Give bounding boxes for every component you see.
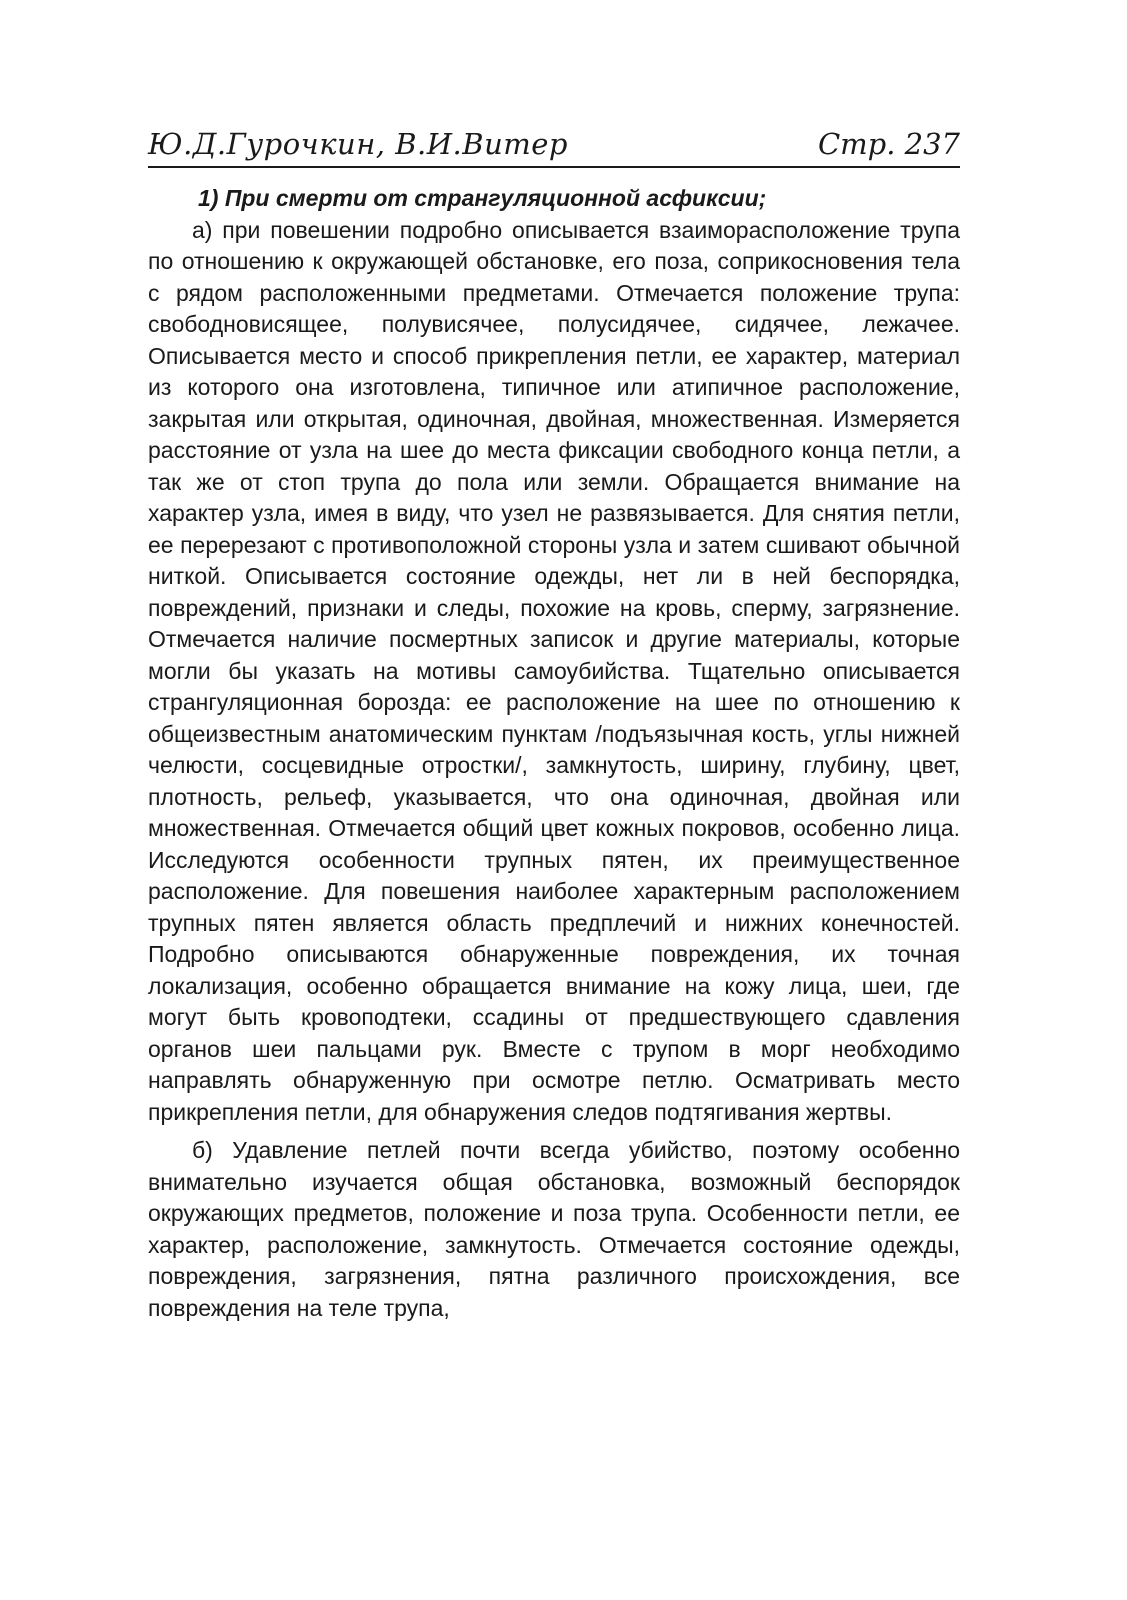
running-header — [148, 126, 960, 166]
paragraph-a: а) при повешении подробно описывается взаиморасположение трупа по отношению к окружающей обстановке, его поза, соприкосновения тела с рядом расположенными предметами. Отмечается положение трупа: свободновисящее, полувисячее, полусидячее, сидячее, лежачее. Описывается место и способ прикрепления петли, ее характер, материал из которого она изготовлена, типичное или атипичное расположение, закрытая или открытая, одиночная, двойная, множественная. Измеряется расстояние от узла на шее до места фиксации свободного конца петли, а так же от стоп трупа до пола или земли. Обращается внимание на характер узла, имея в виду, что узел не развязывается. Для снятия петли, ее перерезают с противоположной стороны узла и затем сшивают обычной ниткой. Описывается состояние одежды, нет ли в ней беспорядка, повреждений, признаки и следы, похожие на кровь, сперму, загрязнение. Отмечается наличие посмертных записок и другие материалы, которые могли бы указать на мотивы самоубийства. Тщательно описывается странгуляционная борозда: ее расположение на шее по отношению к общеизвестным анатомическим пунктам /подъязычная кость, углы нижней челюсти, сосцевидные отростки/, замкнутость, ширину, глубину, цвет, плотность, рельеф, указывается, что она одиночная, двойная или множественная. Отмечается общий цвет кожных покровов, особенно лица. Исследуются особенности трупных пятен, их преимущественное расположение. Для повешения наиболее характерным расположением трупных пятен является область предплечий и нижних конечностей. Подробно описываются обнаруженные повреждения, их точная локализация, особенно обращается внимание на кожу лица, шеи, где могут быть кровоподтеки, ссадины от предшествующего сдавления органов шеи пальцами рук. Вместе с трупом в морг необходимо направлять обнаруженную при осмотре петлю. Осматривать место прикрепления петли, для обнаружения следов подтягивания жертвы. — [148, 216, 960, 1125]
section-heading: 1) При смерти от странгуляционной асфиксии; — [198, 185, 767, 211]
header-authors: Ю.Д.Гурочкин, В.И.Витер — [148, 127, 568, 161]
header-divider — [148, 166, 960, 168]
header-page-number: Стр. 237 — [817, 127, 960, 161]
page-body — [148, 183, 960, 1324]
paragraph-b: б) Удавление петлей почти всегда убийство, поэтому особенно внимательно изучается общая обстановка, возможный беспорядок окружающих предметов, положение и поза трупа. Особенности петли, ее характер, расположение, замкнутость. Отмечается состояние одежды, повреждения, загрязнения, пятна различного происхождения, все повреждения на теле трупа, — [148, 1137, 960, 1321]
